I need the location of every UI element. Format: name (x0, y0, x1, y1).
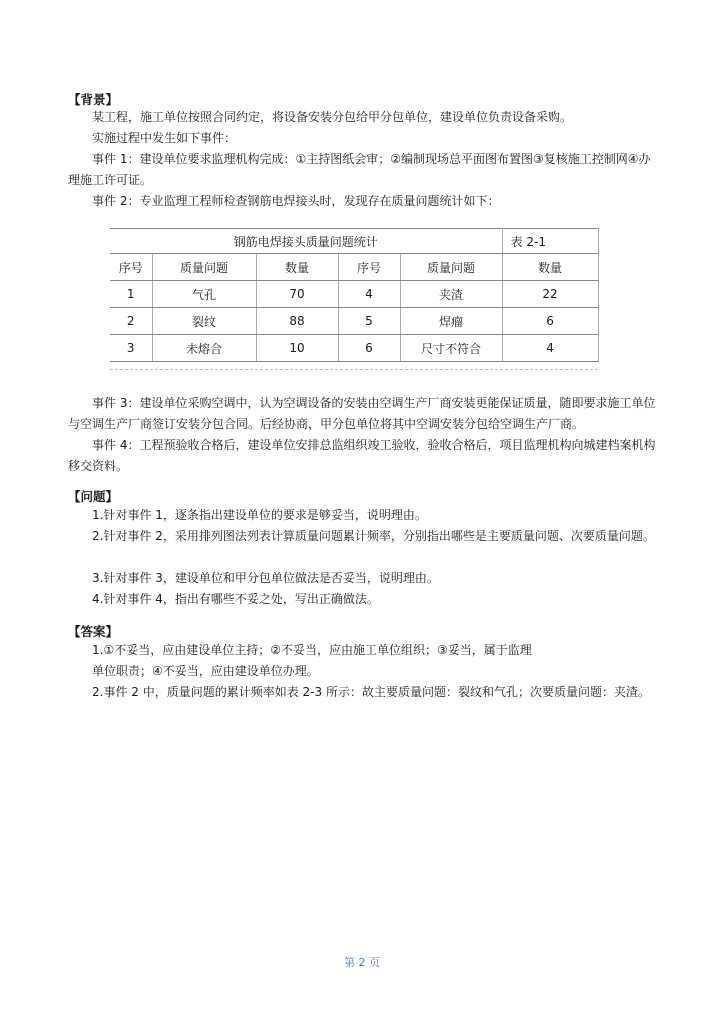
table-cell: 3 (110, 335, 152, 362)
event-3-text: 事件 3：建设单位采购空调中，认为空调设备的安装由空调生产厂商安装更能保证质量，随即要求施工单位与空调生产厂商签订安装分包合同。后经协商，甲分包单位将其中空调安装分包给空调生产厂商。 (68, 396, 656, 431)
col-header-count: 数量 (256, 254, 338, 281)
answers-heading: 【答案】 (68, 624, 119, 639)
table-cell: 4 (502, 335, 598, 362)
table-title: 钢筋电焊接头质量问题统计 (110, 229, 502, 254)
question-3: 3.针对事件 3，建设单位和甲分包单位做法是否妥当，说明理由。 (92, 571, 439, 585)
page-number: 第 2 页 (344, 956, 380, 969)
answer-1-line-1: 1.①不妥当，应由建设单位主持；②不妥当，应由施工单位组织；③妥当，属于监理 (92, 643, 532, 657)
table-cell: 4 (338, 281, 400, 308)
col-header-index: 序号 (110, 254, 152, 281)
table-cell: 裂纹 (152, 308, 256, 335)
table-row (110, 335, 598, 362)
col-header-issue: 质量问题 (152, 254, 256, 281)
col-header-index-2: 序号 (338, 254, 400, 281)
table-cell: 6 (502, 308, 598, 335)
answer-2: 2.事件 2 中，质量问题的累计频率如表 2-3 所示：故主要质量问题：裂纹和气孔；次要质量问题：夹渣。 (92, 685, 650, 699)
col-header-count-2: 数量 (502, 254, 598, 281)
table-cell: 70 (256, 281, 338, 308)
table-cell: 尺寸不符合 (400, 335, 502, 362)
table-cell: 1 (110, 281, 152, 308)
table-cell: 6 (338, 335, 400, 362)
table-header-row (110, 254, 598, 281)
event-4-text: 事件 4：工程预验收合格后，建设单位安排总监组织竣工验收，验收合格后，项目监理机构向城建档案机构移交资料。 (68, 438, 656, 473)
questions-heading: 【问题】 (68, 489, 119, 504)
table-row (110, 281, 598, 308)
answer-1-line-2: 单位职责；④不妥当，应由建设单位办理。 (92, 664, 319, 678)
table-cell: 22 (502, 281, 598, 308)
table-cell: 气孔 (152, 281, 256, 308)
table-cell: 2 (110, 308, 152, 335)
table-cell: 夹渣 (400, 281, 502, 308)
table-title-row (110, 229, 598, 254)
col-header-issue-2: 质量问题 (400, 254, 502, 281)
table-cell: 焊瘤 (400, 308, 502, 335)
background-intro: 某工程，施工单位按照合同约定，将设备安装分包给甲分包单位，建设单位负责设备采购。 (92, 110, 573, 124)
background-heading: 【背景】 (68, 92, 119, 107)
table-number: 表 2-1 (502, 229, 598, 254)
process-text: 实施过程中发生如下事件： (92, 131, 237, 145)
quality-issue-table (110, 228, 599, 362)
table-cell: 5 (338, 308, 400, 335)
event-1-text: 事件 1：建设单位要求监理机构完成：①主持图纸会审；②编制现场总平面图布置图③复核施工控制网④办理施工许可证。 (68, 152, 651, 187)
table-cell: 未熔合 (152, 335, 256, 362)
table-cell: 10 (256, 335, 338, 362)
event-2-text: 事件 2：专业监理工程师检查钢筋电焊接头时，发现存在质量问题统计如下： (92, 194, 500, 208)
question-4: 4.针对事件 4，指出有哪些不妥之处，写出正确做法。 (92, 592, 379, 606)
table-cut-edge (110, 369, 598, 374)
question-2: 2.针对事件 2，采用排列图法列表计算质量问题累计频率，分别指出哪些是主要质量问题、次要质量问题。 (92, 529, 655, 543)
table-row (110, 308, 598, 335)
question-1: 1.针对事件 1，逐条指出建设单位的要求是够妥当，说明理由。 (92, 508, 427, 522)
table-cell: 88 (256, 308, 338, 335)
